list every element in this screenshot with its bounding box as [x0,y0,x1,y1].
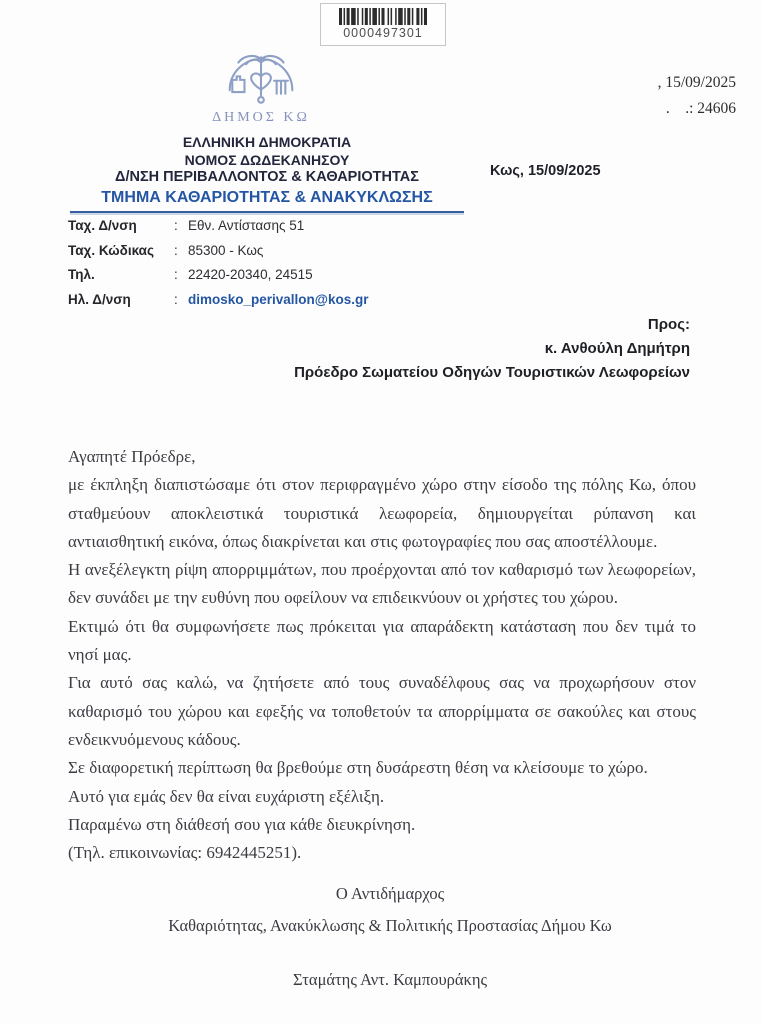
signer-name: Σταμάτης Αντ. Καμπουράκης [292,970,487,989]
contact-label: Ταχ. Κώδικας [68,242,154,258]
contact-label: Ταχ. Δ/νση [68,218,137,233]
letter-body [68,443,696,867]
contact-colon: : [174,218,178,233]
letter-paragraph: Αγαπητέ Πρόεδρε, [68,447,196,466]
barcode-box [320,3,446,46]
municipality-logo [203,50,319,126]
contact-row-phone [68,263,368,288]
place-and-date: Κως, 15/09/2025 [490,163,601,179]
reference-protocol-number: . .: 24606 [665,100,736,117]
header-directorate: Δ/ΝΣΗ ΠΕΡΙΒΑΛΛΟΝΤΟΣ & ΚΑΘΑΡΙΟΤΗΤΑΣ [115,169,419,185]
contact-details [68,214,368,312]
letter-paragraph: Για αυτό σας καλώ, να ζητήσετε από τους συναδέλφους σας να προχωρήσουν στον καθαρισμό του χώρου και εφεξής να τοποθετούν τα απορρίμματα σε σακούλες και στους ενδεικνυόμενους κάδους. [68,673,696,749]
recipient-name: κ. Ανθούλη Δημήτρη [544,340,690,357]
authority-header [70,134,464,213]
contact-colon: : [174,242,178,258]
contact-label: Ηλ. Δ/νση [68,291,131,307]
letter-paragraph: Η ανεξέλεγκτη ρίψη απορριμμάτων, που προέρχονται από τον καθαρισμό των λεωφορείων, δεν συνάδει με την ευθύνη που οφείλουν να επιδεικνύουν οι χρήστες του χώρου. [68,560,696,608]
reference-date: , 15/09/2025 [657,74,736,91]
logo-label: ΔΗΜΟΣ ΚΩ [212,110,310,125]
letter-paragraph: Παραμένω στη διάθεσή σου για κάθε διευκρίνηση. [68,814,416,834]
letter-paragraph: Αυτό για εμάς δεν θα είναι ευχάριστη εξέλιξη. [68,786,385,806]
contact-value: 85300 - Κως [188,242,264,258]
contact-value: 22420-20340, 24515 [188,267,313,282]
contact-label: Τηλ. [68,267,95,282]
letter-paragraph: (Τηλ. επικοινωνίας: 6942445251). [68,843,302,863]
header-department: ΤΜΗΜΑ ΚΑΘΑΡΙΟΤΗΤΑΣ & ΑΝΑΚΥΚΛΩΣΗΣ [101,188,433,206]
header-prefecture: ΝΟΜΟΣ ΔΩΔΕΚΑΝΗΣΟΥ [184,151,350,168]
recipient-title: Πρόεδρο Σωματείου Οδηγών Τουριστικών Λεωφορείων [294,364,690,381]
header-divider [70,211,464,213]
recipient-heading: Προς: [647,316,690,333]
contact-colon: : [174,267,178,282]
contact-row-address [68,214,368,239]
header-republic: ΕΛΛΗΝΙΚΗ ΔΗΜΟΚΡΑΤΙΑ [182,134,352,150]
contact-colon: : [174,291,178,307]
kos-emblem-icon [221,50,301,108]
letter-paragraph: Σε διαφορετική περίπτωση θα βρεθούμε στη δυσάρεστη θέση να κλείσουμε το χώρο. [68,758,648,778]
contact-email-value: dimosko_perivallon@kos.gr [188,291,369,307]
contact-row-email [68,288,368,313]
contact-row-postal-code [68,239,368,264]
recipient-block [294,313,690,385]
contact-value: Εθν. Αντίστασης 51 [188,218,305,233]
letter-paragraph: Εκτιμώ ότι θα συμφωνήσετε πως πρόκειται για απαράδεκτη κατάσταση που δεν τιμά το νησί μας. [68,616,696,665]
letter-paragraph: με έκπληξη διαπιστώσαμε ότι στον περιφραγμένο χώρο στην είσοδο της πόλης Κω, όπου σταθμεύουν αποκλειστικά τουριστικά λεωφορεία, δημιουργείται ρύπανση και αντιαισθητική εικόνα, όπως διακρίνεται και στις φωτογραφίες που σας αποστέλλουμε. [68,475,696,551]
barcode-icon [339,8,427,25]
signer-title-line2: Καθαριότητας, Ανακύκλωσης & Πολιτικής Προστασίας Δήμου Κω [168,916,612,935]
barcode-number: 0000497301 [343,26,423,40]
signer-title-line1: Ο Αντιδήμαρχος [335,884,445,903]
reference-block [658,70,736,122]
signature-block [120,878,660,996]
